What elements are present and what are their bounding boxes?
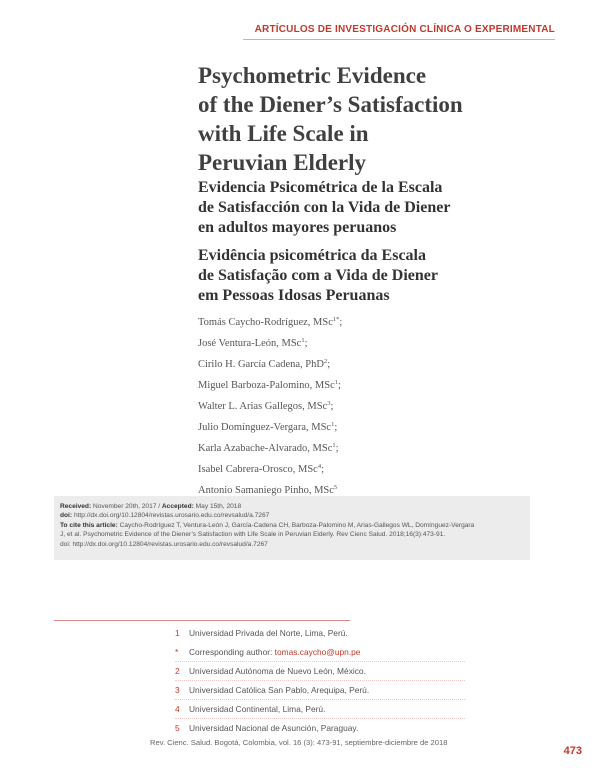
author-name: Cirilo H. García Cadena, PhD: [198, 359, 324, 370]
title-spanish-line: Evidencia Psicométrica de la Escala: [198, 179, 443, 196]
author-affiliation-mark: 4: [317, 463, 322, 470]
author-name: Tomás Caycho-Rodríguez, MSc: [198, 317, 333, 328]
affiliation-text: Universidad Privada del Norte, Lima, Perú.: [189, 628, 348, 638]
accepted-date: May 15th, 2018: [195, 503, 242, 510]
affiliation-mark: 2: [175, 666, 180, 676]
affiliation: [175, 662, 465, 681]
author-affiliation-mark: 2: [323, 358, 328, 365]
author-name: Antonio Samaniego Pinho, MSc: [198, 485, 334, 496]
affiliation-list: [175, 624, 465, 738]
author-name: Julio Domínguez-Vergara, MSc: [198, 422, 332, 433]
doi-link[interactable]: http://dx.doi.org/10.12804/revistas.urosario.edu.co/revsalud/a.7267: [73, 512, 270, 520]
affiliation-text: Universidad Autónoma de Nuevo León, México.: [189, 666, 366, 676]
date-separator: /: [156, 503, 162, 510]
section-rule: [243, 39, 555, 40]
author-name: Isabel Cabrera-Orosco, MSc: [198, 464, 318, 475]
author-separator: ;: [330, 401, 334, 412]
author: [198, 354, 528, 375]
author-separator: ;: [321, 464, 325, 475]
affiliation-mark: 5: [175, 723, 180, 733]
author-name: Walter L. Arias Gallegos, MSc: [198, 401, 328, 412]
affiliation-text: Corresponding author:: [189, 647, 275, 657]
affiliation: [175, 719, 465, 738]
author-name: Karla Azabache-Alvarado, MSc: [198, 443, 333, 454]
author-separator: ;: [304, 338, 308, 349]
author-affiliation-mark: 1: [332, 442, 336, 449]
author: [198, 459, 528, 480]
dates-line: [60, 502, 524, 511]
title-portuguese: [198, 246, 558, 306]
title-english: [198, 61, 558, 177]
title-portuguese-line: de Satisfação com a Vida de Diener: [198, 267, 438, 284]
cite-label: To cite this article:: [60, 521, 118, 529]
received-date: November 20th, 2017: [93, 503, 157, 510]
article-info-box: [54, 496, 530, 560]
citation-doi[interactable]: doi: http://dx.doi.org/10.12804/revistas.urosario.edu.co/revsalud/a.7267: [60, 540, 268, 548]
title-spanish-line: de Satisfacción con la Vida de Diener: [198, 199, 451, 216]
author-affiliation-mark: 1*: [332, 316, 340, 323]
author: [198, 438, 528, 459]
author: [198, 375, 528, 396]
author-name: Miguel Barboza-Palomino, MSc: [198, 380, 335, 391]
affiliation-text: Universidad Nacional de Asunción, Paraguay.: [189, 723, 359, 733]
author: [198, 417, 528, 438]
affiliation-mark: 4: [175, 704, 180, 714]
title-portuguese-line: Evidência psicométrica da Escala: [198, 247, 426, 264]
title-english-line: with Life Scale in: [198, 121, 369, 146]
doi-label: doi:: [60, 512, 73, 520]
author-separator: ;: [335, 443, 339, 454]
footnote-rule: [54, 620, 350, 621]
author: [198, 396, 528, 417]
affiliation: [175, 624, 465, 643]
author-separator: ;: [327, 359, 331, 370]
title-english-line: of the Diener’s Satisfaction: [198, 92, 463, 117]
author-affiliation-mark: 1: [334, 379, 339, 386]
accepted-label: Accepted:: [161, 503, 194, 510]
title-portuguese-line: em Pessoas Idosas Peruanas: [198, 287, 390, 304]
doi-line: [60, 511, 524, 520]
affiliation: [175, 681, 465, 700]
affiliation-mark: 1: [175, 628, 180, 638]
citation-doi-line: [60, 540, 524, 549]
citation-text: Caycho-Rodríguez T, Ventura-León J, García-Cadena CH, Barboza-Palomino M, Arias-Gallegos WL, Domínguez-Vergara: [119, 521, 475, 529]
affiliation: [175, 643, 465, 662]
journal-citation-footer: Rev. Cienc. Salud. Bogotá, Colombia, vol. 16 (3): 473-91, septiembre-diciembre de 2018: [150, 738, 448, 747]
citation-line: [60, 521, 524, 530]
citation-line: [60, 530, 524, 539]
page-number: 473: [563, 745, 582, 757]
author-list: [198, 312, 528, 501]
author: [198, 312, 528, 333]
author-separator: ;: [334, 422, 338, 433]
affiliation-mark: *: [175, 647, 179, 657]
affiliation: [175, 700, 465, 719]
citation-text: J, et al. Psychometric Evidence of the Diener’s Satisfaction with Life Scale in Peruvian Elderly. Rev Cienc Salud. 2018;16(3):473-91.: [60, 531, 446, 539]
author-name: José Ventura-León, MSc: [198, 338, 302, 349]
author: [198, 333, 528, 354]
title-english-line: Peruvian Elderly: [198, 150, 367, 175]
received-label: Received:: [60, 503, 92, 510]
author-affiliation-mark: 3: [327, 400, 331, 407]
author-affiliation-mark: 1: [331, 421, 335, 428]
title-spanish: [198, 178, 558, 238]
affiliation-text: Universidad Continental, Lima, Perú.: [189, 704, 326, 714]
affiliation-text: Universidad Católica San Pablo, Arequipa, Perú.: [189, 685, 370, 695]
affiliation-mark: 3: [175, 685, 180, 695]
title-spanish-line: en adultos mayores peruanos: [198, 219, 397, 236]
section-label: ARTÍCULOS DE INVESTIGACIÓN CLÍNICA O EXPERIMENTAL: [254, 24, 555, 35]
author-separator: ;: [338, 380, 341, 391]
author-separator: ;: [339, 317, 343, 328]
author-affiliation-mark: 1: [301, 337, 305, 344]
title-english-line: Psychometric Evidence: [198, 63, 427, 88]
corresponding-email-link[interactable]: tomas.caycho@upn.pe: [274, 647, 361, 657]
author-affiliation-mark: 5: [333, 484, 338, 491]
